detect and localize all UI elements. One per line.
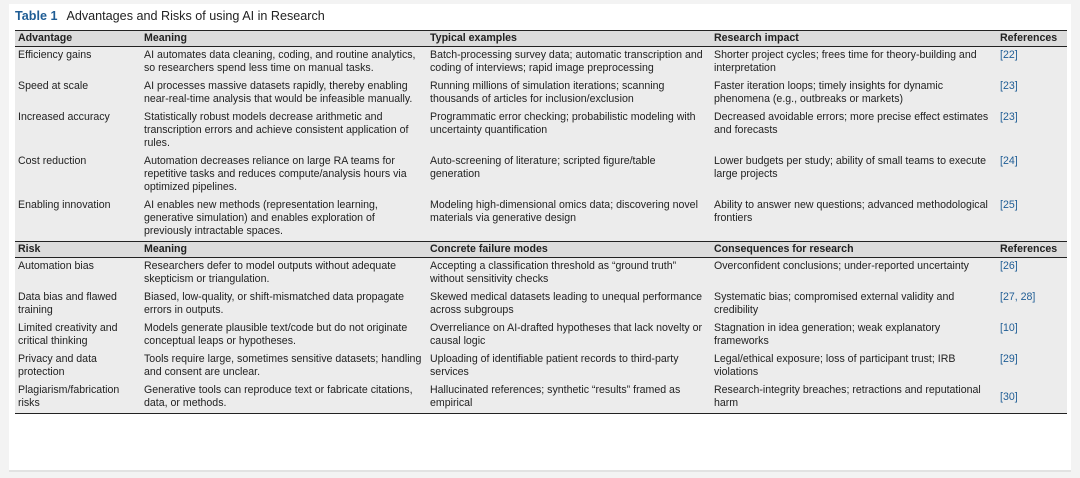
advantage-meaning: AI enables new methods (representation learning, generative simulation) and enables exploration of previously intractable spaces. [141, 197, 427, 242]
risk-meaning: Generative tools can reproduce text or fabricate citations, data, or methods. [141, 382, 427, 414]
advantage-name: Cost reduction [15, 153, 141, 197]
table-row [15, 153, 1067, 197]
advantage-examples: Auto-screening of literature; scripted figure/table generation [427, 153, 711, 197]
advantage-impact: Lower budgets per study; ability of small teams to execute large projects [711, 153, 997, 197]
advantage-meaning: AI automates data cleaning, coding, and routine analytics, so researchers spend less time on manual tasks. [141, 47, 427, 79]
risk-consequences: Legal/ethical exposure; loss of participant trust; IRB violations [711, 351, 997, 382]
table-number: Table 1 [15, 9, 58, 23]
reference-link[interactable]: [30] [997, 382, 1067, 414]
risk-name: Automation bias [15, 258, 141, 290]
header-meaning: Meaning [141, 31, 427, 47]
header-references: References [997, 242, 1067, 258]
reference-link[interactable]: [22] [997, 47, 1067, 79]
table-row [15, 258, 1067, 290]
advantage-impact: Decreased avoidable errors; more precise effect estimates and forecasts [711, 109, 997, 153]
risk-failure-modes: Uploading of identifiable patient records to third-party services [427, 351, 711, 382]
advantage-examples: Programmatic error checking; probabilistic modeling with uncertainty quantification [427, 109, 711, 153]
risk-consequences: Stagnation in idea generation; weak explanatory frameworks [711, 320, 997, 351]
table-row [15, 47, 1067, 79]
risk-meaning: Researchers defer to model outputs without adequate skepticism or triangulation. [141, 258, 427, 290]
risk-meaning: Tools require large, sometimes sensitive datasets; handling and consent are unclear. [141, 351, 427, 382]
reference-link[interactable]: [23] [997, 109, 1067, 153]
risk-failure-modes: Hallucinated references; synthetic “results” framed as empirical [427, 382, 711, 414]
risk-name: Plagiarism/fabrication risks [15, 382, 141, 414]
header-research-impact: Research impact [711, 31, 997, 47]
table-row [15, 109, 1067, 153]
risk-failure-modes: Accepting a classification threshold as “ground truth” without sensitivity checks [427, 258, 711, 290]
advantage-meaning: Automation decreases reliance on large RA teams for repetitive tasks and reduces compute/analysis hours via optimized pipelines. [141, 153, 427, 197]
risk-failure-modes: Overreliance on AI-drafted hypotheses that lack novelty or causal logic [427, 320, 711, 351]
advantage-examples: Batch-processing survey data; automatic transcription and coding of interviews; rapid image preprocessing [427, 47, 711, 79]
advantage-impact: Ability to answer new questions; advanced methodological frontiers [711, 197, 997, 242]
risk-consequences: Systematic bias; compromised external validity and credibility [711, 289, 997, 320]
page-edge [9, 470, 1071, 472]
reference-link[interactable]: [25] [997, 197, 1067, 242]
reference-link[interactable]: [10] [997, 320, 1067, 351]
header-advantage: Advantage [15, 31, 141, 47]
risk-name: Privacy and data protection [15, 351, 141, 382]
table-row [15, 289, 1067, 320]
table-row [15, 78, 1067, 109]
document-page [9, 4, 1071, 470]
reference-link[interactable]: [27, 28] [997, 289, 1067, 320]
table-title: Advantages and Risks of using AI in Research [66, 9, 325, 23]
header-concrete-failure-modes: Concrete failure modes [427, 242, 711, 258]
risks-header-row [15, 242, 1067, 258]
table-row [15, 382, 1067, 414]
reference-link[interactable]: [24] [997, 153, 1067, 197]
advantage-impact: Shorter project cycles; frees time for theory-building and interpretation [711, 47, 997, 79]
table-row [15, 351, 1067, 382]
table-caption [15, 9, 325, 23]
advantage-meaning: Statistically robust models decrease arithmetic and transcription errors and achieve consistent application of rules. [141, 109, 427, 153]
risk-meaning: Biased, low-quality, or shift-mismatched data propagate errors in outputs. [141, 289, 427, 320]
table-row [15, 197, 1067, 242]
advantage-meaning: AI processes massive datasets rapidly, thereby enabling near-real-time analysis that would be infeasible manually. [141, 78, 427, 109]
advantage-name: Increased accuracy [15, 109, 141, 153]
advantage-name: Enabling innovation [15, 197, 141, 242]
table-row [15, 320, 1067, 351]
header-references: References [997, 31, 1067, 47]
advantages-risks-table [15, 30, 1067, 414]
advantage-examples: Running millions of simulation iterations; scanning thousands of articles for inclusion/exclusion [427, 78, 711, 109]
advantage-name: Efficiency gains [15, 47, 141, 79]
reference-link[interactable]: [26] [997, 258, 1067, 290]
header-meaning: Meaning [141, 242, 427, 258]
reference-link[interactable]: [23] [997, 78, 1067, 109]
reference-link[interactable]: [29] [997, 351, 1067, 382]
risk-consequences: Research-integrity breaches; retractions and reputational harm [711, 382, 997, 414]
advantage-impact: Faster iteration loops; timely insights for dynamic phenomena (e.g., outbreaks or markets) [711, 78, 997, 109]
risk-name: Data bias and flawed training [15, 289, 141, 320]
header-typical-examples: Typical examples [427, 31, 711, 47]
advantage-name: Speed at scale [15, 78, 141, 109]
risk-meaning: Models generate plausible text/code but do not originate conceptual leaps or hypotheses. [141, 320, 427, 351]
header-risk: Risk [15, 242, 141, 258]
header-consequences: Consequences for research [711, 242, 997, 258]
advantage-examples: Modeling high-dimensional omics data; discovering novel materials via generative design [427, 197, 711, 242]
risk-name: Limited creativity and critical thinking [15, 320, 141, 351]
risk-consequences: Overconfident conclusions; under-reported uncertainty [711, 258, 997, 290]
risk-failure-modes: Skewed medical datasets leading to unequal performance across subgroups [427, 289, 711, 320]
advantages-header-row [15, 31, 1067, 47]
